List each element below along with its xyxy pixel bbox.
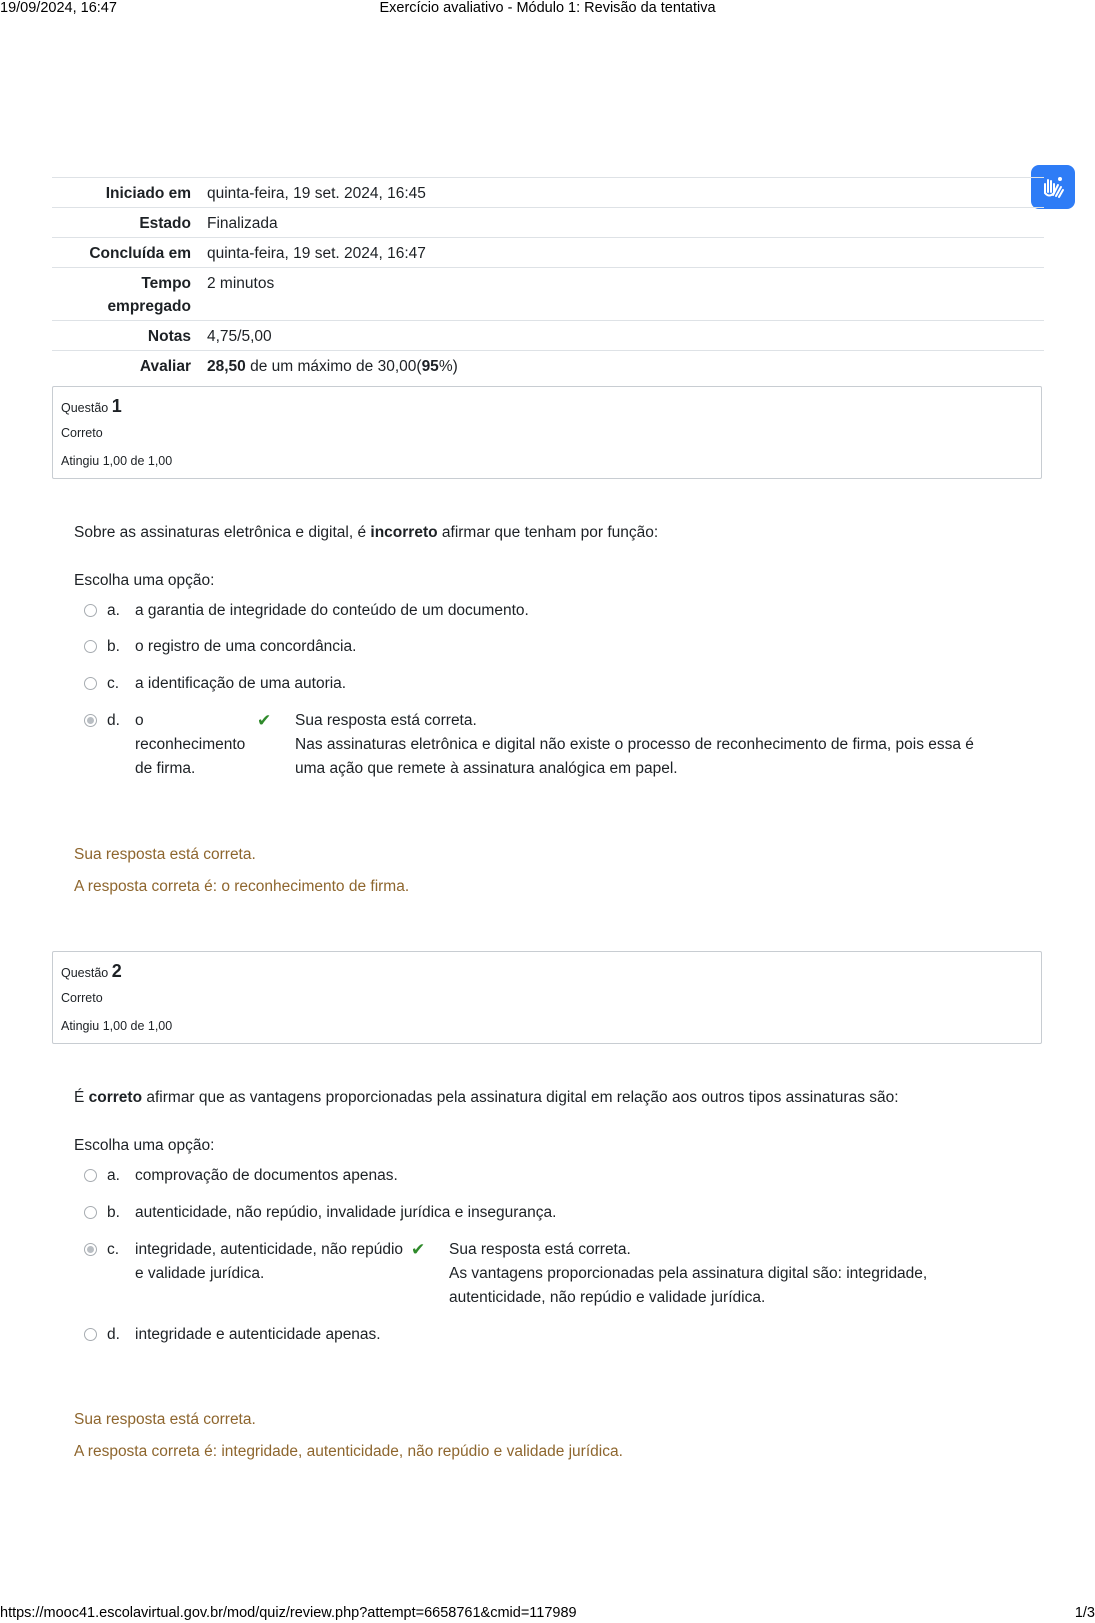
correct-check-icon: ✔ bbox=[257, 711, 272, 730]
option-text-line: reconhecimento bbox=[135, 736, 246, 753]
answer-option-selected[interactable] bbox=[84, 709, 974, 781]
radio-button[interactable] bbox=[84, 677, 97, 690]
general-feedback: Sua resposta está correta. bbox=[74, 1411, 256, 1428]
question-text-emphasis: correto bbox=[88, 1089, 143, 1106]
option-letter: b. bbox=[107, 1204, 120, 1221]
question-text bbox=[74, 1089, 899, 1107]
option-text-line: de firma. bbox=[135, 760, 196, 777]
question-state: Correto bbox=[61, 991, 103, 1005]
question-text-part: afirmar que as vantagens proporcionadas pela assinatura digital em relação aos outros tipos assinaturas são: bbox=[142, 1089, 899, 1106]
summary-label-line2: empregado bbox=[107, 298, 191, 315]
option-text bbox=[135, 709, 257, 781]
print-page-title: Exercício avaliativo - Módulo 1: Revisão da tentativa bbox=[379, 0, 716, 16]
feedback-text: autenticidade, não repúdio e validade jurídica. bbox=[449, 1289, 766, 1306]
answer-option[interactable] bbox=[84, 599, 529, 623]
summary-value: Finalizada bbox=[207, 215, 278, 232]
summary-row-started bbox=[52, 177, 1044, 207]
choose-option-prompt: Escolha uma opção: bbox=[74, 572, 215, 589]
question-number-value: 1 bbox=[111, 396, 122, 416]
summary-value: quinta-feira, 19 set. 2024, 16:47 bbox=[207, 245, 426, 262]
question-grade: Atingiu 1,00 de 1,00 bbox=[61, 1019, 173, 1033]
summary-label: Avaliar bbox=[139, 358, 191, 375]
question-label: Questão bbox=[61, 401, 109, 415]
option-letter: d. bbox=[107, 1326, 120, 1343]
summary-row-marks bbox=[52, 320, 1044, 350]
summary-row-completed bbox=[52, 237, 1044, 267]
feedback-title: Sua resposta está correta. bbox=[449, 1241, 631, 1258]
feedback-title: Sua resposta está correta. bbox=[295, 712, 477, 729]
print-datetime: 19/09/2024, 16:47 bbox=[0, 0, 117, 16]
radio-button[interactable] bbox=[84, 1328, 97, 1341]
feedback-text: As vantagens proporcionadas pela assinatura digital são: integridade, bbox=[449, 1265, 928, 1282]
question-text-part: É bbox=[74, 1089, 89, 1106]
print-url: https://mooc41.escolavirtual.gov.br/mod/quiz/review.php?attempt=6658761&cmid=117989 bbox=[0, 1605, 577, 1621]
option-feedback bbox=[449, 1238, 927, 1310]
print-header bbox=[0, 0, 1095, 18]
question-text-emphasis: incorreto bbox=[370, 524, 438, 541]
attempt-summary-table bbox=[52, 177, 1044, 380]
option-text: comprovação de documentos apenas. bbox=[135, 1167, 398, 1184]
option-text: integridade e autenticidade apenas. bbox=[135, 1326, 381, 1343]
summary-label: Iniciado em bbox=[105, 185, 191, 202]
summary-label: Concluída em bbox=[89, 245, 191, 262]
radio-button[interactable] bbox=[84, 640, 97, 653]
general-feedback: Sua resposta está correta. bbox=[74, 846, 256, 863]
option-text bbox=[135, 1238, 411, 1310]
option-feedback bbox=[295, 709, 974, 781]
answer-option[interactable] bbox=[84, 635, 356, 659]
radio-button-selected[interactable] bbox=[84, 1243, 97, 1256]
radio-button[interactable] bbox=[84, 1206, 97, 1219]
summary-row-grade bbox=[52, 350, 1044, 380]
grade-max: de um máximo de 30,00( bbox=[245, 358, 422, 375]
question-state: Correto bbox=[61, 426, 103, 440]
summary-label-line1: Tempo bbox=[141, 275, 191, 292]
right-answer: A resposta correta é: integridade, autenticidade, não repúdio e validade jurídica. bbox=[74, 1443, 623, 1460]
summary-value: 2 minutos bbox=[207, 275, 275, 292]
radio-button[interactable] bbox=[84, 604, 97, 617]
option-text: a garantia de integridade do conteúdo de um documento. bbox=[135, 602, 529, 619]
right-answer: A resposta correta é: o reconhecimento de firma. bbox=[74, 878, 410, 895]
question-text-part: Sobre as assinaturas eletrônica e digital, é bbox=[74, 524, 371, 541]
option-text-line: o bbox=[135, 712, 144, 729]
answer-option[interactable] bbox=[84, 672, 346, 696]
option-text: a identificação de uma autoria. bbox=[135, 675, 347, 692]
radio-button[interactable] bbox=[84, 1169, 97, 1182]
summary-value: 4,75/5,00 bbox=[207, 328, 272, 345]
question-info-box bbox=[52, 951, 1042, 1044]
question-info-box bbox=[52, 386, 1042, 479]
question-label: Questão bbox=[61, 966, 109, 980]
option-letter: b. bbox=[107, 638, 120, 655]
option-text-line: integridade, autenticidade, não repúdio bbox=[135, 1241, 404, 1258]
choose-option-prompt: Escolha uma opção: bbox=[74, 1137, 215, 1154]
answer-option-selected[interactable] bbox=[84, 1238, 927, 1310]
radio-button-selected[interactable] bbox=[84, 714, 97, 727]
summary-row-state bbox=[52, 207, 1044, 237]
feedback-text: uma ação que remete à assinatura analógica em papel. bbox=[295, 760, 678, 777]
summary-label: Estado bbox=[139, 215, 191, 232]
grade-score: 28,50 bbox=[207, 358, 246, 375]
summary-label bbox=[52, 268, 207, 320]
answer-option[interactable] bbox=[84, 1323, 381, 1347]
option-text: autenticidade, não repúdio, invalidade jurídica e insegurança. bbox=[135, 1204, 557, 1221]
summary-value bbox=[207, 351, 458, 380]
question-text bbox=[74, 524, 658, 542]
option-letter: c. bbox=[107, 1241, 120, 1258]
summary-value: quinta-feira, 19 set. 2024, 16:45 bbox=[207, 185, 426, 202]
option-text: o registro de uma concordância. bbox=[135, 638, 357, 655]
question-number-value: 2 bbox=[111, 961, 122, 981]
summary-label: Notas bbox=[147, 328, 191, 345]
feedback-text: Nas assinaturas eletrônica e digital não existe o processo de reconhecimento de firma, pois essa é bbox=[295, 736, 974, 753]
option-letter: c. bbox=[107, 675, 120, 692]
answer-option[interactable] bbox=[84, 1164, 398, 1188]
option-letter: a. bbox=[107, 1167, 120, 1184]
correct-check-icon: ✔ bbox=[411, 1240, 426, 1259]
print-page-number: 1/3 bbox=[1074, 1605, 1095, 1621]
answer-option[interactable] bbox=[84, 1201, 556, 1225]
grade-suffix: %) bbox=[438, 358, 458, 375]
question-number bbox=[61, 395, 1033, 419]
option-letter: a. bbox=[107, 602, 120, 619]
summary-row-time-taken bbox=[52, 267, 1044, 320]
option-letter: d. bbox=[107, 712, 120, 729]
question-number bbox=[61, 960, 1033, 984]
grade-percent: 95 bbox=[421, 358, 439, 375]
option-text-line: e validade jurídica. bbox=[135, 1265, 265, 1282]
question-grade: Atingiu 1,00 de 1,00 bbox=[61, 454, 173, 468]
print-footer bbox=[0, 1605, 1095, 1623]
question-text-part: afirmar que tenham por função: bbox=[437, 524, 659, 541]
